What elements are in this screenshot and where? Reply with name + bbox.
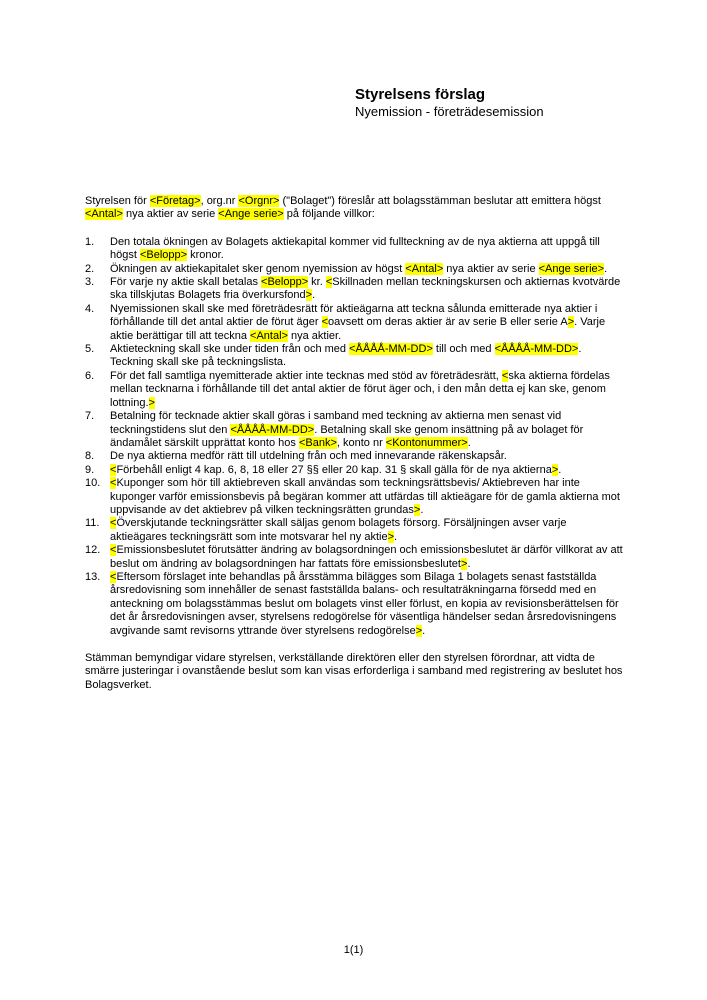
text-segment: , konto nr xyxy=(336,436,386,449)
placeholder-highlight: > xyxy=(567,316,575,329)
list-item-text xyxy=(110,544,625,571)
placeholder-highlight: < xyxy=(110,544,117,557)
list-item xyxy=(85,477,625,517)
list-item-number: 10. xyxy=(85,477,101,490)
list-item-text xyxy=(110,343,625,370)
placeholder-highlight: < xyxy=(110,570,117,583)
list-item-text xyxy=(110,303,625,343)
placeholder-highlight: <ÅÅÅÅ-MM-DD> xyxy=(494,343,579,356)
placeholder-highlight: <Antal> xyxy=(250,329,288,342)
list-item-number: 3. xyxy=(85,276,95,289)
list-item-text xyxy=(110,410,625,450)
list-item-number: 13. xyxy=(85,570,101,583)
text-segment: . xyxy=(604,262,608,275)
list-item-number: 8. xyxy=(85,450,95,463)
text-segment: De nya aktierna medför rätt till utdelning från och med innevarande räkenskapsår. xyxy=(110,450,507,463)
list-item-text xyxy=(110,450,625,463)
list-item-number: 2. xyxy=(85,262,95,275)
text-segment: För det fall samtliga nyemitterade aktier inte tecknas med stöd av företrädesrätt, xyxy=(110,369,502,382)
placeholder-highlight: > xyxy=(305,289,313,302)
placeholder-highlight: <Orgnr> xyxy=(238,195,280,207)
text-segment: . xyxy=(558,463,562,476)
list-item-text xyxy=(110,236,625,263)
list-item xyxy=(85,276,625,303)
text-segment: Överskjutande teckningsrätter skall säljas genom bolagets försorg. Försäljningen avser varje aktieägares teckningsrätt som inte motsvarar hel ny aktie xyxy=(110,517,567,543)
placeholder-highlight: <ÅÅÅÅ-MM-DD> xyxy=(349,343,433,356)
text-segment: nya aktier. xyxy=(287,329,342,342)
list-item xyxy=(85,544,625,571)
list-item xyxy=(85,303,625,343)
list-item xyxy=(85,410,625,450)
list-item-text xyxy=(110,370,625,410)
list-item xyxy=(85,517,625,544)
text-segment: . xyxy=(422,624,426,637)
text-segment: Aktieteckning skall ske under tiden från och med xyxy=(110,343,350,356)
document-header xyxy=(355,86,544,120)
placeholder-highlight: <ÅÅÅÅ-MM-DD> xyxy=(230,423,315,436)
document-title: Styrelsens förslag xyxy=(355,86,486,103)
text-segment: kr. xyxy=(308,276,326,289)
text-segment: . xyxy=(312,289,316,302)
text-segment: . xyxy=(394,530,398,543)
list-item-number: 1. xyxy=(85,235,95,248)
list-item-number: 4. xyxy=(85,302,95,315)
placeholder-highlight: < xyxy=(325,276,333,289)
text-segment: Styrelsen för xyxy=(85,195,150,207)
placeholder-highlight: > xyxy=(551,463,559,476)
text-segment: Den totala ökningen av Bolagets aktiekapital kommer vid fullteckning av de nya aktierna att uppgå till högst xyxy=(110,235,600,262)
text-segment: oavsett om deras aktier är av serie B eller serie A xyxy=(328,316,568,329)
list-item xyxy=(85,450,625,463)
placeholder-highlight: <Antal> xyxy=(85,208,123,221)
text-segment: Skillnaden mellan teckningskursen och aktiernas kvotvärde ska tillskjutas Bolagets fria överkursfond xyxy=(110,276,621,302)
text-segment: Emissionsbeslutet förutsätter ändring av bolagsordningen och emissionsbeslutet är därför villkorat av att beslut om ändring av bolagsordningen har fattats före emissionsbeslutet xyxy=(110,544,623,570)
placeholder-highlight: < xyxy=(501,369,509,382)
closing-paragraph: Stämman bemyndigar vidare styrelsen, verkställande direktören eller den styrelsen förordnar, att vidta de smärre justeringar i ovanstående beslut som kan visas erforderliga i samband med registrering av beslutet hos Bolagsverket. xyxy=(85,652,623,691)
placeholder-highlight: <Antal> xyxy=(405,262,444,275)
list-item-number: 11. xyxy=(85,517,100,530)
placeholder-highlight: < xyxy=(321,316,329,329)
text-segment: . xyxy=(467,436,471,449)
list-item xyxy=(85,464,625,477)
text-segment: Kuponger som hör till aktiebreven skall användas som teckningsrättsbevis/ Aktiebreven har inte kuponger varför emissionsbevis på begäran kommer att utfärdas till aktieägare för de gamla aktierna mot uppvisande av det aktiebrev på vilken teckningsrätten grundas xyxy=(110,477,620,516)
placeholder-highlight: <Ange serie> xyxy=(538,262,605,275)
list-item-text xyxy=(110,571,625,638)
text-segment: Eftersom förslaget inte behandlas på årsstämma bilägges som Bilaga 1 bolagets senast fastställda årsredovisning som innehåller de senast fastställda balans- och resultaträkningarna försedd med en anteckning om bolagsstämmas beslut om bolagets vinst eller förlust, en kopia av revisionsberättelsen för det år årsredovisningen avser, styrelsens redogörelse för väsentliga händelser sedan årsredovisningens avgivande samt revisorns yttrande över styrelsens redogörelse xyxy=(110,570,619,637)
placeholder-highlight: <Belopp> xyxy=(139,249,188,262)
placeholder-highlight: <Belopp> xyxy=(261,276,309,289)
placeholder-highlight: < xyxy=(110,477,117,490)
list-item-text xyxy=(110,263,625,276)
text-segment: på följande villkor: xyxy=(283,208,375,221)
text-segment: Betalning för tecknade aktier skall göras i samband med teckning av aktierna men senast vid teckningstidens slut den xyxy=(110,410,562,436)
list-item-text xyxy=(110,464,625,477)
text-segment: , org.nr xyxy=(200,195,239,207)
placeholder-highlight: <Bank> xyxy=(298,436,337,449)
placeholder-highlight: <Kontonummer> xyxy=(385,436,468,449)
text-segment: . Teckning skall ske på teckningslista. xyxy=(110,343,582,369)
text-segment: nya aktier av serie xyxy=(443,262,539,275)
list-item-number: 12. xyxy=(85,544,101,557)
text-segment: . Betalning skall ske genom insättning på av bolaget för ändamålet särskilt upprättat konto hos xyxy=(110,423,584,449)
placeholder-highlight: <Ange serie> xyxy=(218,208,284,221)
text-segment: Ökningen av aktiekapitalet sker genom nyemission av högst xyxy=(110,262,406,275)
page-number: 1(1) xyxy=(343,944,364,956)
document-body xyxy=(85,195,625,692)
text-segment: ("Bolaget") föreslår att bolagsstämman beslutar att emittera högst xyxy=(279,195,601,207)
placeholder-highlight: > xyxy=(148,396,155,409)
text-segment: . Varje aktie berättigar till att teckna xyxy=(110,316,606,342)
list-item xyxy=(85,571,625,638)
list-item xyxy=(85,343,625,370)
text-segment: Förbehåll enligt 4 kap. 6, 8, 18 eller 27 §§ eller 20 kap. 31 § skall gälla för de nya aktierna xyxy=(116,463,552,476)
placeholder-highlight: < xyxy=(110,463,117,476)
terms-list xyxy=(85,236,625,638)
text-segment: kronor. xyxy=(187,249,224,262)
text-segment: Nyemissionen skall ske med företrädesrätt för aktieägarna att teckna sålunda emitterade nya aktier i förhållande till det antal aktier de förut äger xyxy=(110,302,598,329)
list-item-number: 9. xyxy=(85,463,95,476)
list-item-text xyxy=(110,477,625,517)
list-item xyxy=(85,263,625,276)
placeholder-highlight: > xyxy=(413,503,421,516)
placeholder-highlight: > xyxy=(415,624,423,637)
text-segment: . xyxy=(467,557,471,570)
text-segment: För varje ny aktie skall betalas xyxy=(110,276,262,289)
placeholder-highlight: < xyxy=(110,517,117,530)
placeholder-highlight: > xyxy=(387,530,395,543)
document-subtitle: Nyemission - företrädesemission xyxy=(355,104,544,119)
text-segment: ska aktierna fördelas mellan tecknarna i förhållande till det antal aktier de förut äger och, i den mån detta ej kan ske, genom lottning. xyxy=(110,369,610,409)
list-item-number: 6. xyxy=(85,369,95,382)
list-item xyxy=(85,236,625,263)
list-item-text xyxy=(110,276,625,303)
list-item xyxy=(85,370,625,410)
text-segment: . xyxy=(420,503,424,516)
list-item-text xyxy=(110,517,625,544)
placeholder-highlight: > xyxy=(461,557,468,570)
text-segment: till och med xyxy=(432,343,495,356)
placeholder-highlight: <Företag> xyxy=(149,195,201,207)
intro-paragraph xyxy=(85,195,625,222)
list-item-number: 7. xyxy=(85,410,95,423)
list-item-number: 5. xyxy=(85,343,95,356)
text-segment: nya aktier av serie xyxy=(122,208,219,221)
